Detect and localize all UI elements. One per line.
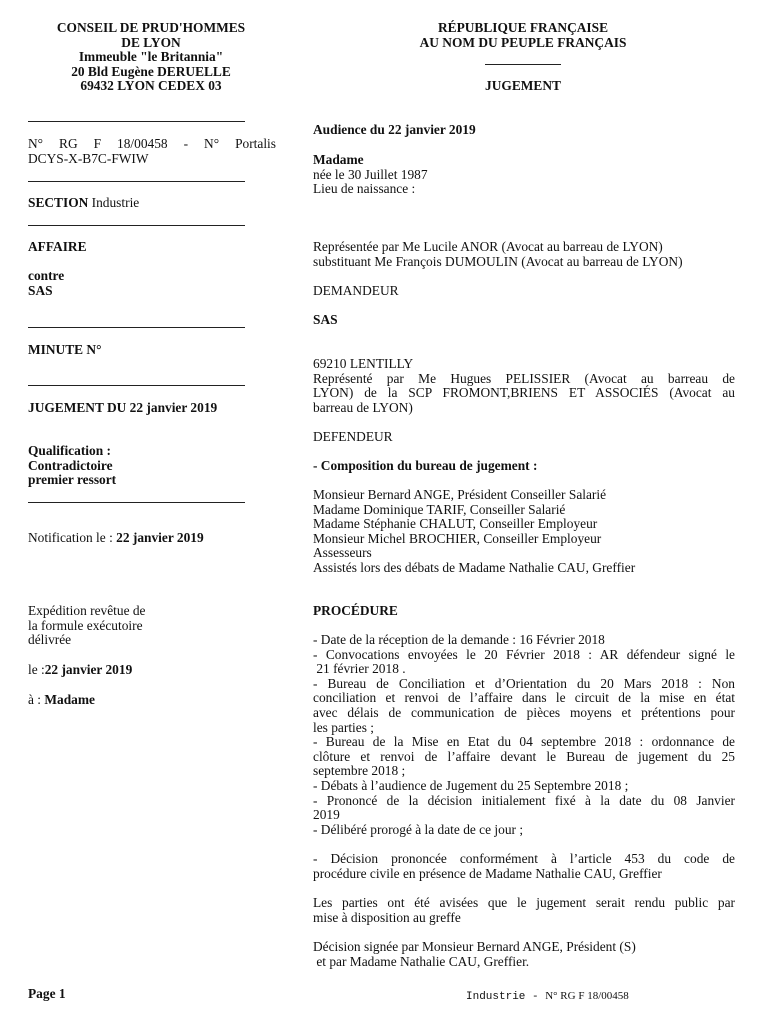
representation-line: LYON) de la SCP FROMONT,BRIENS ET ASSOCIÉS (Avocat au <box>313 385 735 401</box>
procedure-line: - Bureau de Conciliation et d’Orientation du 20 Mars 2018 : Non <box>313 675 735 691</box>
list-item: Madame Stéphanie CHALUT, Conseiller Employeur <box>313 516 598 532</box>
court-city: DE LYON <box>121 34 181 50</box>
notification-date: 22 janvier 2019 <box>116 530 204 545</box>
header-divider <box>485 64 561 65</box>
qualification-block <box>28 444 116 488</box>
defendant-sas: SAS <box>28 282 53 298</box>
court-street: 20 Bld Eugène DERUELLE <box>71 63 231 79</box>
procedure-line: - Date de la réception de la demande : 16 Février 2018 <box>313 632 605 647</box>
page-number: Page 1 <box>28 986 66 1001</box>
left-divider <box>28 385 245 386</box>
footer-rg: N° RG F 18/00458 <box>545 990 629 1002</box>
list-item: Monsieur Michel BROCHIER, Conseiller Employeur <box>313 530 602 546</box>
list-item: Madame Dominique TARIF, Conseiller Salarié <box>313 501 566 517</box>
procedure-line: - Délibéré prorogé à la date de ce jour ; <box>313 821 524 837</box>
procedure-line: avec délais de communication de pièces moyens et prétentions pour <box>313 704 735 720</box>
section-line <box>28 196 139 211</box>
left-divider <box>28 502 245 503</box>
a-label: à : <box>28 692 45 707</box>
republic-subtitle: AU NOM DU PEUPLE FRANÇAIS <box>419 34 627 50</box>
plaintiff-birthdate: née le 30 Juillet 1987 <box>313 166 428 182</box>
procedure-line: procédure civile en présence de Madame Nathalie CAU, Greffier <box>313 865 662 881</box>
procedure-line: - Prononcé de la décision initialement fixé à la date du 08 Janvier <box>313 792 735 808</box>
procedure-line: conciliation et renvoi de l’affaire dans le circuit de la mise en état <box>313 690 735 706</box>
procedure-line: septembre 2018 ; <box>313 763 406 779</box>
procedure-line: clôture et renvoi de l’affaire devant le Bureau de jugement du 25 <box>313 748 735 764</box>
rg-number: N° RG F 18/00458 - N° Portalis <box>28 136 276 151</box>
le-date: 22 janvier 2019 <box>44 662 133 677</box>
list-item: Monsieur Bernard ANGE, Président Conseiller Salarié <box>313 487 607 502</box>
signature-paragraph <box>313 940 735 969</box>
left-divider <box>28 225 245 226</box>
court-address-block <box>28 21 274 94</box>
minute-label: MINUTE N° <box>28 342 102 357</box>
section-label: SECTION <box>28 195 89 210</box>
plaintiff-representation <box>313 240 735 269</box>
procedure-line: les parties ; <box>313 719 374 735</box>
republic-title: RÉPUBLIQUE FRANÇAISE <box>437 20 608 35</box>
notification-label: Notification le : <box>28 530 117 545</box>
list-item: Assistés lors des débats de Madame Nathalie CAU, Greffier <box>313 559 636 575</box>
left-divider <box>28 121 245 122</box>
section-value: Industrie <box>91 195 140 210</box>
procedure-title: PROCÉDURE <box>313 603 398 618</box>
a-line <box>28 693 95 708</box>
audience-date: Audience du 22 janvier 2019 <box>313 122 476 137</box>
list-item: Assesseurs <box>313 545 372 561</box>
footer-reference <box>466 989 629 1005</box>
republic-header <box>313 21 733 50</box>
procedure-line: et par Madame Nathalie CAU, Greffier. <box>313 953 530 969</box>
plaintiff-birthplace: Lieu de naissance : <box>313 181 416 197</box>
left-divider <box>28 327 245 328</box>
defendant-block <box>313 357 735 415</box>
procedure-line: - Débats à l’audience de Jugement du 25 Septembre 2018 ; <box>313 777 629 793</box>
composition-list <box>313 488 635 576</box>
representation-line: Représentée par Me Lucile ANOR (Avocat au barreau de LYON) <box>313 239 663 254</box>
portalis-number: DCYS-X-B7C-FWIW <box>28 150 149 166</box>
qualification-label: Qualification : <box>28 443 111 458</box>
expedition-line: délivrée <box>28 632 72 648</box>
plaintiff-name: Madame <box>313 152 364 167</box>
jugement-title: JUGEMENT <box>485 78 561 93</box>
procedure-line: mise à disposition au greffe <box>313 909 461 925</box>
procedure-line: 2019 <box>313 807 340 823</box>
representation-line: Représenté par Me Hugues PELISSIER (Avocat au barreau de <box>313 370 735 386</box>
procedure-line: - Décision prononcée conformément à l’article 453 du code de <box>313 851 735 866</box>
demandeur-label: DEMANDEUR <box>313 283 399 298</box>
defendant-name: SAS <box>313 312 338 327</box>
procedure-line: 21 février 2018 . <box>313 661 406 677</box>
expedition-block <box>28 604 146 648</box>
procedure-list <box>313 633 735 837</box>
court-name: CONSEIL DE PRUD'HOMMES <box>56 20 246 35</box>
procedure-line: - Bureau de la Mise en Etat du 04 septembre 2018 : ordonnance de <box>313 734 735 750</box>
qualification-ressort: premier ressort <box>28 472 117 488</box>
affaire-label: AFFAIRE <box>28 239 87 254</box>
procedure-line: - Convocations envoyées le 20 Février 2018 : AR défendeur signé le <box>313 646 735 662</box>
court-building: Immeuble "le Britannia" <box>78 49 224 65</box>
defendeur-label: DEFENDEUR <box>313 429 393 444</box>
notification-line <box>28 531 204 546</box>
procedure-line: Les parties ont été avisées que le jugement serait rendu public par <box>313 895 735 910</box>
expedition-line: la formule exécutoire <box>28 617 143 633</box>
footer-section: Industrie - <box>466 991 546 1003</box>
contre-label: contre <box>28 268 65 283</box>
rg-number-block <box>28 137 276 166</box>
parties-block <box>28 269 64 298</box>
procedure-line: Décision signée par Monsieur Bernard ANGE, Président (S) <box>313 939 636 954</box>
le-line <box>28 663 132 678</box>
representation-line: substituant Me François DUMOULIN (Avocat au barreau de LYON) <box>313 253 683 269</box>
decision-paragraph <box>313 852 735 881</box>
composition-title: - Composition du bureau de jugement : <box>313 458 538 473</box>
expedition-line: Expédition revêtue de <box>28 603 146 618</box>
qualification-type: Contradictoire <box>28 457 113 473</box>
jugement-date: JUGEMENT DU 22 janvier 2019 <box>28 400 218 415</box>
court-postcode: 69432 LYON CEDEX 03 <box>80 78 222 94</box>
plaintiff-block <box>313 153 428 197</box>
left-divider <box>28 181 245 182</box>
representation-line: barreau de LYON) <box>313 399 413 415</box>
a-value: Madame <box>44 692 95 707</box>
le-label: le : <box>28 662 45 677</box>
publicity-paragraph <box>313 896 735 925</box>
defendant-address: 69210 LENTILLY <box>313 356 414 371</box>
